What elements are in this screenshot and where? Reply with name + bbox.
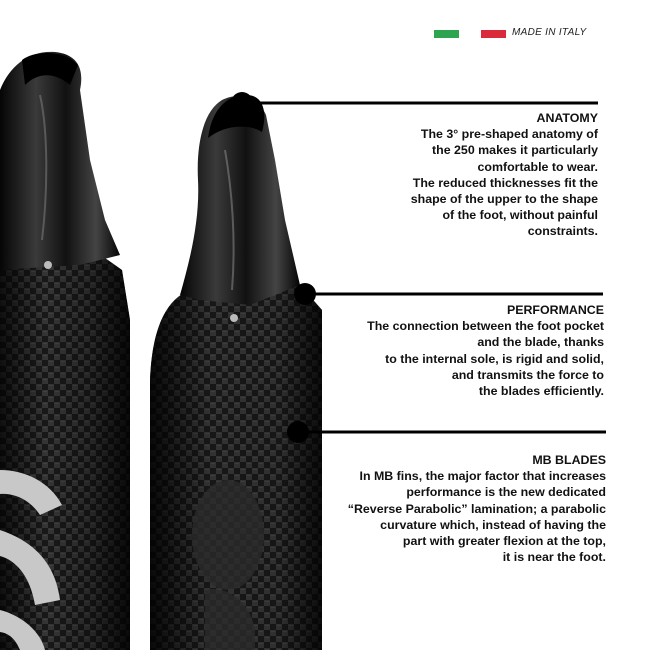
callout-title: ANATOMY — [536, 111, 598, 125]
callout-title: MB BLADES — [532, 453, 606, 467]
italian-flag-green-stripe — [434, 30, 459, 38]
callout-performance — [367, 302, 604, 399]
italian-flag-red-stripe — [481, 30, 506, 38]
callout-text: The connection between the foot pocket and the blade, thanks to the internal sole, is rigid and solid, and transmits the force to the blades efficiently. — [367, 319, 604, 399]
callout-text: The 3° pre-shaped anatomy of the 250 makes it particularly comfortable to wear. The reduced thicknesses fit the shape of the upper to the shape of the foot, without painful constraints. — [410, 127, 598, 239]
left-fin — [0, 52, 130, 650]
callout-text: In MB fins, the major factor that increases performance is the new dedicated “Reverse Parabolic” lamination; a parabolic curvature which, instead of having the part with greater flexion at the top, it is near the foot. — [347, 469, 606, 565]
right-fin — [150, 95, 322, 650]
callout-title: PERFORMANCE — [506, 303, 604, 317]
callout-anatomy — [411, 110, 598, 240]
callout-mb-blades — [348, 452, 606, 565]
made-in-italy-label: MADE IN ITALY — [512, 27, 587, 38]
